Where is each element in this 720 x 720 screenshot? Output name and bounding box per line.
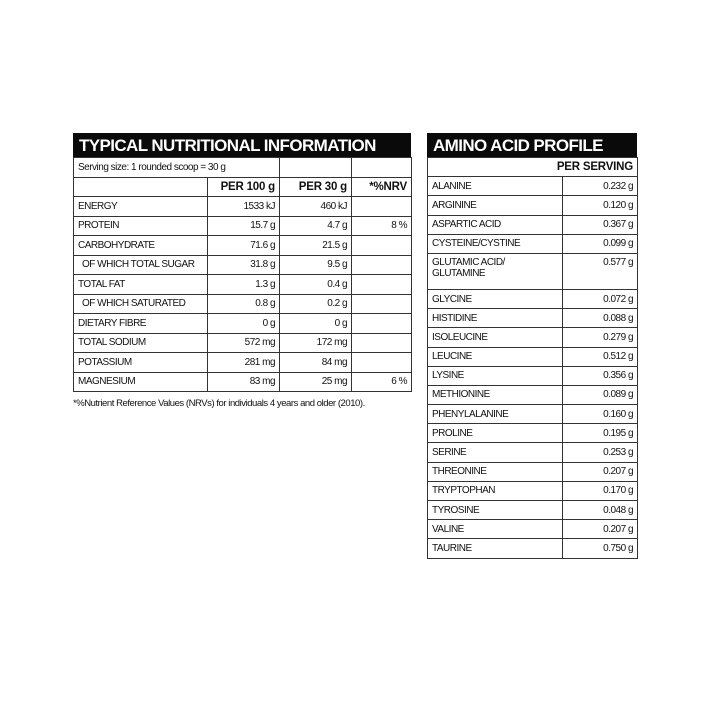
- per-100g-value: 71.6 g: [208, 236, 280, 256]
- per-30g-value: 460 kJ: [280, 197, 352, 217]
- per-100g-value: 15.7 g: [208, 216, 280, 236]
- empty-cell: [280, 158, 352, 178]
- amino-row: [428, 328, 638, 347]
- per-100g-value: 572 mg: [208, 333, 280, 353]
- amino-table: [427, 157, 638, 559]
- amino-label: HISTIDINE: [428, 309, 563, 328]
- amino-label: GLYCINE: [428, 289, 563, 308]
- amino-value: 0.577 g: [563, 253, 638, 289]
- amino-value: 0.253 g: [563, 443, 638, 462]
- header-row: [74, 177, 412, 197]
- header-row: [428, 158, 638, 177]
- per-30g-value: 0.4 g: [280, 275, 352, 295]
- nutrition-row: [74, 314, 412, 334]
- nutrient-label: ENERGY: [74, 197, 208, 217]
- per-100g-value: 0.8 g: [208, 294, 280, 314]
- amino-row: [428, 309, 638, 328]
- nutrition-row: [74, 294, 412, 314]
- nutrition-title: TYPICAL NUTRITIONAL INFORMATION: [73, 133, 411, 157]
- amino-label: CYSTEINE/CYSTINE: [428, 234, 563, 253]
- empty-cell: [74, 177, 208, 197]
- nutrient-label: OF WHICH SATURATED: [74, 294, 208, 314]
- nutrition-row: [74, 353, 412, 373]
- amino-label: GLUTAMIC ACID/ GLUTAMINE: [428, 253, 563, 289]
- nrv-value: [352, 275, 412, 295]
- amino-row: [428, 385, 638, 404]
- amino-row: [428, 234, 638, 253]
- amino-label: ISOLEUCINE: [428, 328, 563, 347]
- nutrition-row: [74, 333, 412, 353]
- amino-label: LYSINE: [428, 366, 563, 385]
- nutrient-label: TOTAL SODIUM: [74, 333, 208, 353]
- amino-label: TAURINE: [428, 539, 563, 558]
- nutrition-table: [73, 157, 412, 392]
- nrv-value: [352, 294, 412, 314]
- amino-value: 0.750 g: [563, 539, 638, 558]
- nutrient-label: CARBOHYDRATE: [74, 236, 208, 256]
- col-nrv: *%NRV: [352, 177, 412, 197]
- amino-row: [428, 520, 638, 539]
- nutrition-row: [74, 216, 412, 236]
- nutrition-row: [74, 372, 412, 392]
- nutrition-row: [74, 275, 412, 295]
- amino-row: [428, 289, 638, 308]
- amino-row: [428, 347, 638, 366]
- amino-value: 0.356 g: [563, 366, 638, 385]
- per-30g-value: 9.5 g: [280, 255, 352, 275]
- amino-label: VALINE: [428, 520, 563, 539]
- serving-size: Serving size: 1 rounded scoop = 30 g: [74, 158, 280, 178]
- amino-value: 0.512 g: [563, 347, 638, 366]
- amino-row: [428, 481, 638, 500]
- amino-value: 0.279 g: [563, 328, 638, 347]
- amino-row: [428, 196, 638, 215]
- serving-row: [74, 158, 412, 178]
- amino-value: 0.207 g: [563, 462, 638, 481]
- amino-row: [428, 462, 638, 481]
- amino-value: 0.232 g: [563, 177, 638, 196]
- nrv-value: 6 %: [352, 372, 412, 392]
- nutrient-label: PROTEIN: [74, 216, 208, 236]
- per-100g-value: 31.8 g: [208, 255, 280, 275]
- amino-value: 0.195 g: [563, 424, 638, 443]
- per-30g-value: 0.2 g: [280, 294, 352, 314]
- col-per-serving: PER SERVING: [428, 158, 638, 177]
- per-30g-value: 21.5 g: [280, 236, 352, 256]
- amino-value: 0.120 g: [563, 196, 638, 215]
- amino-row: [428, 424, 638, 443]
- per-100g-value: 1.3 g: [208, 275, 280, 295]
- amino-row: [428, 177, 638, 196]
- amino-row: [428, 405, 638, 424]
- amino-label: ALANINE: [428, 177, 563, 196]
- amino-title: AMINO ACID PROFILE: [427, 133, 637, 157]
- amino-row: [428, 443, 638, 462]
- nrv-value: [352, 314, 412, 334]
- per-100g-value: 1533 kJ: [208, 197, 280, 217]
- col-per-30g: PER 30 g: [280, 177, 352, 197]
- nutrient-label: POTASSIUM: [74, 353, 208, 373]
- amino-value: 0.048 g: [563, 501, 638, 520]
- nutrient-label: TOTAL FAT: [74, 275, 208, 295]
- nutrient-label: OF WHICH TOTAL SUGAR: [74, 255, 208, 275]
- amino-label: TYROSINE: [428, 501, 563, 520]
- per-100g-value: 0 g: [208, 314, 280, 334]
- amino-value: 0.099 g: [563, 234, 638, 253]
- per-30g-value: 4.7 g: [280, 216, 352, 236]
- amino-value: 0.160 g: [563, 405, 638, 424]
- nrv-value: [352, 255, 412, 275]
- nrv-value: [352, 353, 412, 373]
- nutrition-row: [74, 197, 412, 217]
- nutrition-row: [74, 255, 412, 275]
- nutrient-label: MAGNESIUM: [74, 372, 208, 392]
- nutrition-row: [74, 236, 412, 256]
- amino-label: SERINE: [428, 443, 563, 462]
- nrv-footnote: *%Nutrient Reference Values (NRVs) for individuals 4 years and older (2010).: [73, 398, 365, 409]
- amino-row: [428, 501, 638, 520]
- amino-panel: [427, 133, 637, 559]
- amino-row: [428, 253, 638, 289]
- amino-row: [428, 215, 638, 234]
- amino-label: LEUCINE: [428, 347, 563, 366]
- amino-label: THREONINE: [428, 462, 563, 481]
- nrv-value: 8 %: [352, 216, 412, 236]
- amino-label: TRYPTOPHAN: [428, 481, 563, 500]
- per-30g-value: 0 g: [280, 314, 352, 334]
- amino-value: 0.089 g: [563, 385, 638, 404]
- amino-row: [428, 539, 638, 558]
- nrv-value: [352, 333, 412, 353]
- amino-label: ARGININE: [428, 196, 563, 215]
- amino-value: 0.207 g: [563, 520, 638, 539]
- per-30g-value: 84 mg: [280, 353, 352, 373]
- col-per-100g: PER 100 g: [208, 177, 280, 197]
- per-100g-value: 281 mg: [208, 353, 280, 373]
- amino-row: [428, 366, 638, 385]
- per-30g-value: 172 mg: [280, 333, 352, 353]
- amino-value: 0.088 g: [563, 309, 638, 328]
- amino-label: PHENYLALANINE: [428, 405, 563, 424]
- empty-cell: [352, 158, 412, 178]
- amino-label: ASPARTIC ACID: [428, 215, 563, 234]
- amino-value: 0.367 g: [563, 215, 638, 234]
- nrv-value: [352, 197, 412, 217]
- nrv-value: [352, 236, 412, 256]
- amino-value: 0.170 g: [563, 481, 638, 500]
- amino-label: METHIONINE: [428, 385, 563, 404]
- nutrient-label: DIETARY FIBRE: [74, 314, 208, 334]
- nutrition-panel: [73, 133, 411, 392]
- amino-value: 0.072 g: [563, 289, 638, 308]
- amino-label: PROLINE: [428, 424, 563, 443]
- per-100g-value: 83 mg: [208, 372, 280, 392]
- per-30g-value: 25 mg: [280, 372, 352, 392]
